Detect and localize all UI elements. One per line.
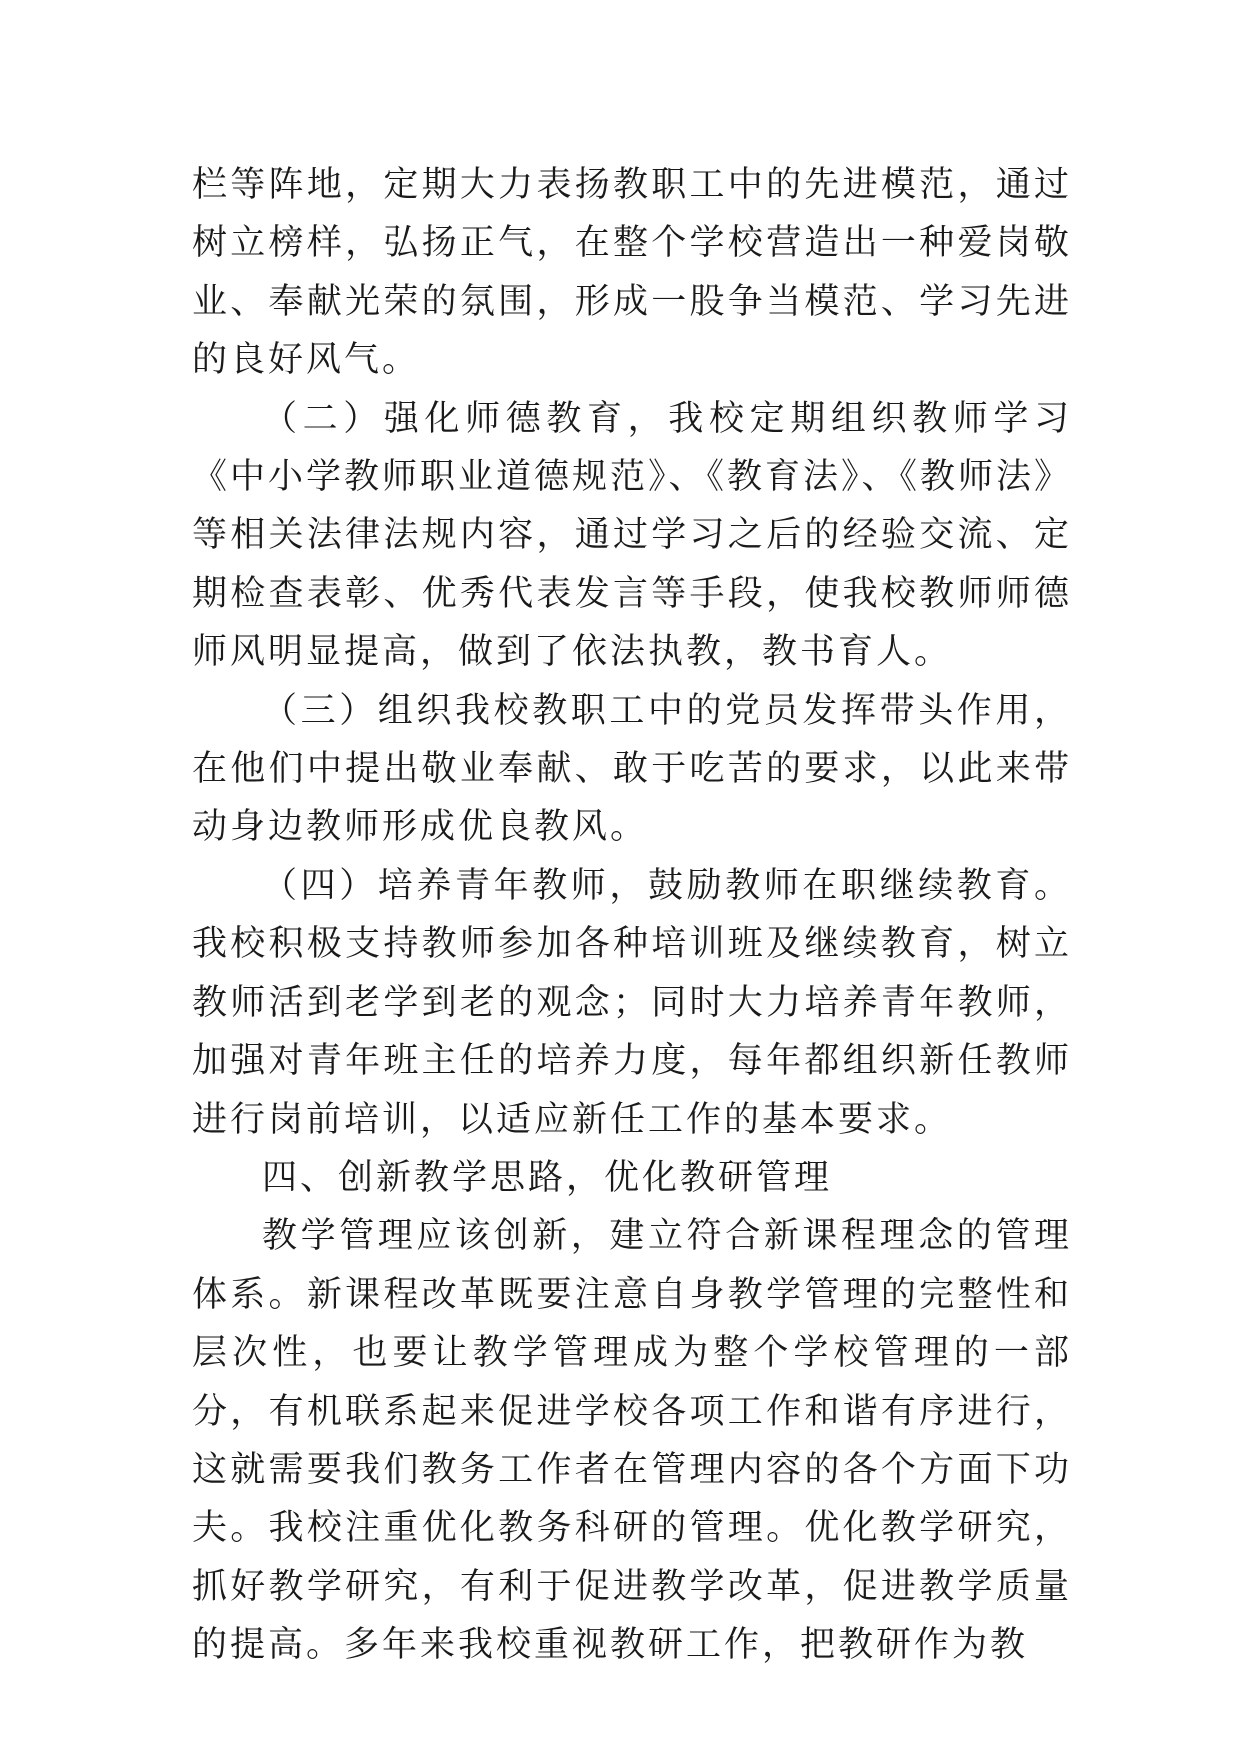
paragraph-continuation: 栏等阵地，定期大力表扬教职工中的先进模范，通过树立榜样，弘扬正气，在整个学校营造出一种爱岗敬业、奉献光荣的氛围，形成一股争当模范、学习先进的良好风气。 — [192, 165, 1072, 381]
paragraph-item-2: （二）强化师德教育，我校定期组织教师学习《中小学教师职业道德规范》、《教育法》、《教师法》等相关法律法规内容，通过学习之后的经验交流、定期检查表彰、优秀代表发言等手段，使我校教师师德师风明显提高，做到了依法执教，教书育人。 — [192, 398, 1073, 673]
paragraph-item-4: （四）培养青年教师，鼓励教师在职继续教育。我校积极支持教师参加各种培训班及继续教育，树立教师活到老学到老的观念；同时大力培养青年教师，加强对青年班主任的培养力度，每年都组织新任教师进行岗前培训，以适应新任工作的基本要求。 — [192, 865, 1072, 1140]
section-heading: 四、创新教学思路，优化教研管理 — [262, 1157, 833, 1198]
paragraph-teaching-management: 教学管理应该创新，建立符合新课程理念的管理体系。新课程改革既要注意自身教学管理的完整性和层次性，也要让教学管理成为整个学校管理的一部分，有机联系起来促进学校各项工作和谐有序进行，这就需要我们教务工作者在管理内容的各个方面下功夫。我校注重优化教务科研的管理。优化教学研究，抓好教学研究，有利于促进教学改革，促进教学质量的提高。多年来我校重视教研工作，把教研作为教 — [192, 1216, 1072, 1666]
document-body — [192, 156, 1072, 1675]
paragraph-item-3: （三）组织我校教职工中的党员发挥带头作用，在他们中提出敬业奉献、敢于吃苦的要求，以此来带动身边教师形成优良教风。 — [192, 690, 1072, 848]
